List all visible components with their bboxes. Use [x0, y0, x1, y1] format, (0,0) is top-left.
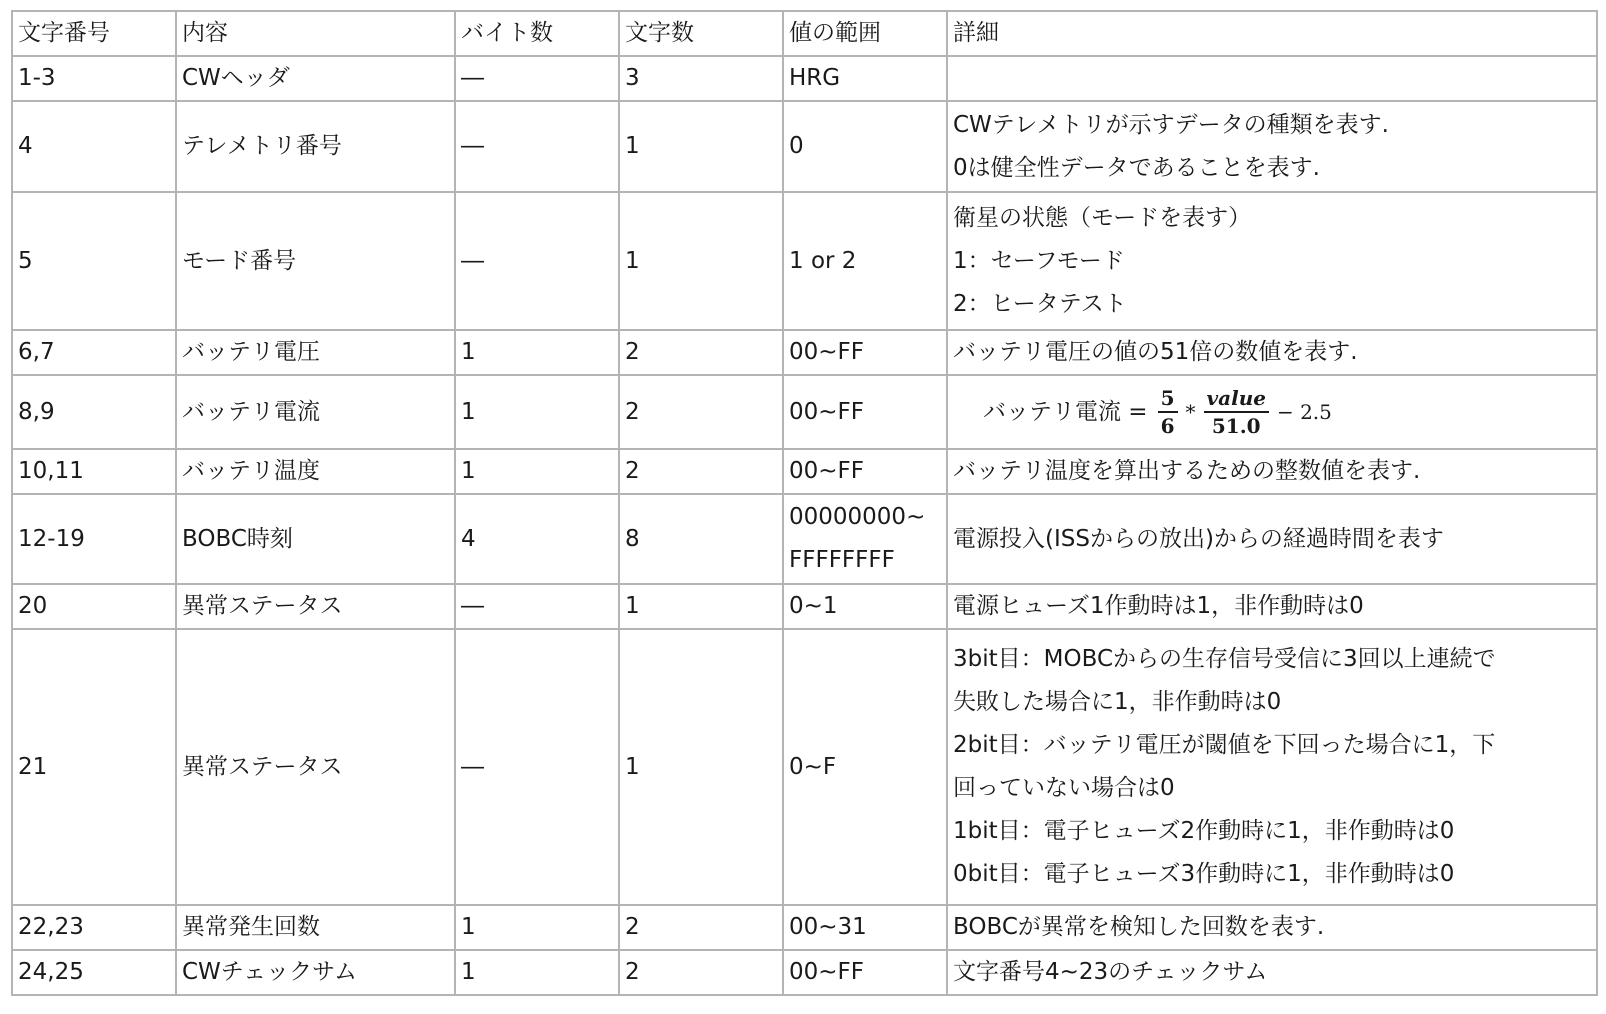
cell-bytes: 1: [455, 449, 619, 494]
cell-chars: 2: [619, 330, 783, 375]
table-row: [12, 192, 1597, 330]
header-char-count: 文字数: [619, 11, 783, 56]
cell-content: バッテリ電圧: [176, 330, 455, 375]
cell-range: [783, 629, 947, 905]
table-row: [12, 584, 1597, 629]
detail-line: 失敗した場合に1，非作動時は0: [953, 689, 1282, 715]
cell-char-no: 24,25: [12, 950, 176, 995]
detail-line: 1bit目：電子ヒューズ2作動時に1，非作動時は0: [953, 818, 1455, 844]
cell-detail: [947, 629, 1597, 905]
cell-chars: 2: [619, 905, 783, 950]
cell-bytes: 4: [455, 494, 619, 584]
cell-detail: [947, 905, 1597, 950]
cell-char-no: 21: [12, 629, 176, 905]
cell-detail: [947, 950, 1597, 995]
formula-denominator: 6: [1160, 414, 1175, 438]
cell-detail: [947, 375, 1597, 449]
formula-numerator: value: [1204, 385, 1269, 413]
cell-content: モード番号: [176, 192, 455, 330]
cell-char-no: 8,9: [12, 375, 176, 449]
range-line: 00~FF: [789, 398, 864, 425]
cell-content: CWチェックサム: [176, 950, 455, 995]
cell-chars: 1: [619, 192, 783, 330]
detail-line: 0bit目：電子ヒューズ3作動時に1，非作動時は0: [953, 861, 1455, 887]
table-row: [12, 950, 1597, 995]
range-line: HRG: [789, 65, 841, 91]
cell-char-no: 10,11: [12, 449, 176, 494]
cell-bytes: ―: [455, 584, 619, 629]
cell-detail: [947, 449, 1597, 494]
formula-lhs: バッテリ電流 =: [983, 398, 1148, 425]
cell-range: [783, 950, 947, 995]
cell-range: [783, 330, 947, 375]
detail-line: 回っていない場合は0: [953, 775, 1175, 801]
formula-numerator: 5: [1158, 385, 1178, 413]
cell-content: 異常ステータス: [176, 629, 455, 905]
cell-bytes: 1: [455, 950, 619, 995]
cell-char-no: 1-3: [12, 56, 176, 101]
table-row: [12, 449, 1597, 494]
cell-detail: [947, 330, 1597, 375]
cell-char-no: 6,7: [12, 330, 176, 375]
cell-bytes: ―: [455, 629, 619, 905]
formula-times: *: [1185, 399, 1196, 424]
cell-bytes: 1: [455, 375, 619, 449]
header-byte-count: バイト数: [455, 11, 619, 56]
table-row: [12, 375, 1597, 449]
detail-line: 0は健全性データであることを表す.: [953, 154, 1320, 181]
cell-content: BOBC時刻: [176, 494, 455, 584]
header-value-range: 値の範囲: [783, 11, 947, 56]
detail-line: 電源投入(ISSからの放出)からの経過時間を表す: [953, 525, 1444, 552]
cell-range: [783, 56, 947, 101]
cell-chars: 3: [619, 56, 783, 101]
detail-line: 電源ヒューズ1作動時は1，非作動時は0: [953, 593, 1364, 619]
header-char-no: 文字番号: [12, 11, 176, 56]
table-row: [12, 101, 1597, 192]
cell-char-no: 22,23: [12, 905, 176, 950]
cell-char-no: 20: [12, 584, 176, 629]
cell-range: [783, 449, 947, 494]
cell-range: [783, 101, 947, 192]
cell-chars: 1: [619, 629, 783, 905]
range-line: FFFFFFFF: [789, 547, 895, 573]
header-content: 内容: [176, 11, 455, 56]
cell-bytes: 1: [455, 905, 619, 950]
range-line: 00~FF: [789, 458, 864, 484]
range-line: 0: [789, 133, 804, 159]
range-line: 1 or 2: [789, 247, 857, 274]
cell-char-no: 5: [12, 192, 176, 330]
battery-current-formula: [953, 378, 1591, 446]
cell-content: バッテリ温度: [176, 449, 455, 494]
table-row: [12, 56, 1597, 101]
detail-line: バッテリ電圧の値の51倍の数値を表す.: [953, 339, 1358, 365]
header-detail: 詳細: [947, 11, 1597, 56]
cell-detail: [947, 56, 1597, 101]
detail-line: 2：ヒータテスト: [953, 290, 1127, 317]
cell-content: 異常発生回数: [176, 905, 455, 950]
cell-chars: 1: [619, 584, 783, 629]
table-row: [12, 905, 1597, 950]
cell-content: CWヘッダ: [176, 56, 455, 101]
table-row: [12, 494, 1597, 584]
cell-content: 異常ステータス: [176, 584, 455, 629]
range-line: 0~F: [789, 753, 837, 780]
cell-char-no: 12-19: [12, 494, 176, 584]
formula-fraction-value: [1204, 385, 1269, 439]
cell-bytes: 1: [455, 330, 619, 375]
formula-denominator: 51.0: [1211, 414, 1261, 438]
cell-bytes: ―: [455, 192, 619, 330]
cell-chars: 2: [619, 449, 783, 494]
header-row: [12, 11, 1597, 56]
cell-chars: 1: [619, 101, 783, 192]
detail-line: 3bit目：MOBCからの生存信号受信に3回以上連続で: [953, 646, 1496, 672]
cell-bytes: ―: [455, 101, 619, 192]
cell-range: [783, 192, 947, 330]
cell-content: バッテリ電流: [176, 375, 455, 449]
range-line: 00~FF: [789, 959, 864, 985]
cell-content: テレメトリ番号: [176, 101, 455, 192]
range-line: 0~1: [789, 593, 838, 619]
detail-line: CWテレメトリが示すデータの種類を表す.: [953, 111, 1389, 138]
formula-fraction-5-6: [1158, 385, 1178, 439]
detail-line: 2bit目：バッテリ電圧が閾値を下回った場合に1，下: [953, 732, 1496, 758]
table-row: [12, 330, 1597, 375]
cell-detail: [947, 584, 1597, 629]
detail-line: 1：セーフモード: [953, 247, 1125, 274]
cell-range: [783, 584, 947, 629]
cell-range: [783, 375, 947, 449]
table-row: [12, 629, 1597, 905]
cell-detail: [947, 192, 1597, 330]
detail-line: バッテリ温度を算出するための整数値を表す.: [953, 458, 1421, 484]
cell-chars: 8: [619, 494, 783, 584]
range-line: 00000000~: [789, 504, 926, 530]
cell-range: [783, 905, 947, 950]
detail-line: 文字番号4~23のチェックサム: [953, 959, 1268, 985]
cell-detail: [947, 101, 1597, 192]
range-line: 00~31: [789, 914, 867, 940]
cell-bytes: ―: [455, 56, 619, 101]
cell-char-no: 4: [12, 101, 176, 192]
telemetry-spec-table: [11, 10, 1598, 996]
formula-tail: − 2.5: [1276, 399, 1332, 424]
cell-chars: 2: [619, 950, 783, 995]
cell-chars: 2: [619, 375, 783, 449]
cell-range: [783, 494, 947, 584]
cell-detail: [947, 494, 1597, 584]
range-line: 00~FF: [789, 339, 864, 365]
detail-line: 衛星の状態（モードを表す）: [953, 204, 1252, 231]
detail-line: BOBCが異常を検知した回数を表す.: [953, 914, 1325, 940]
